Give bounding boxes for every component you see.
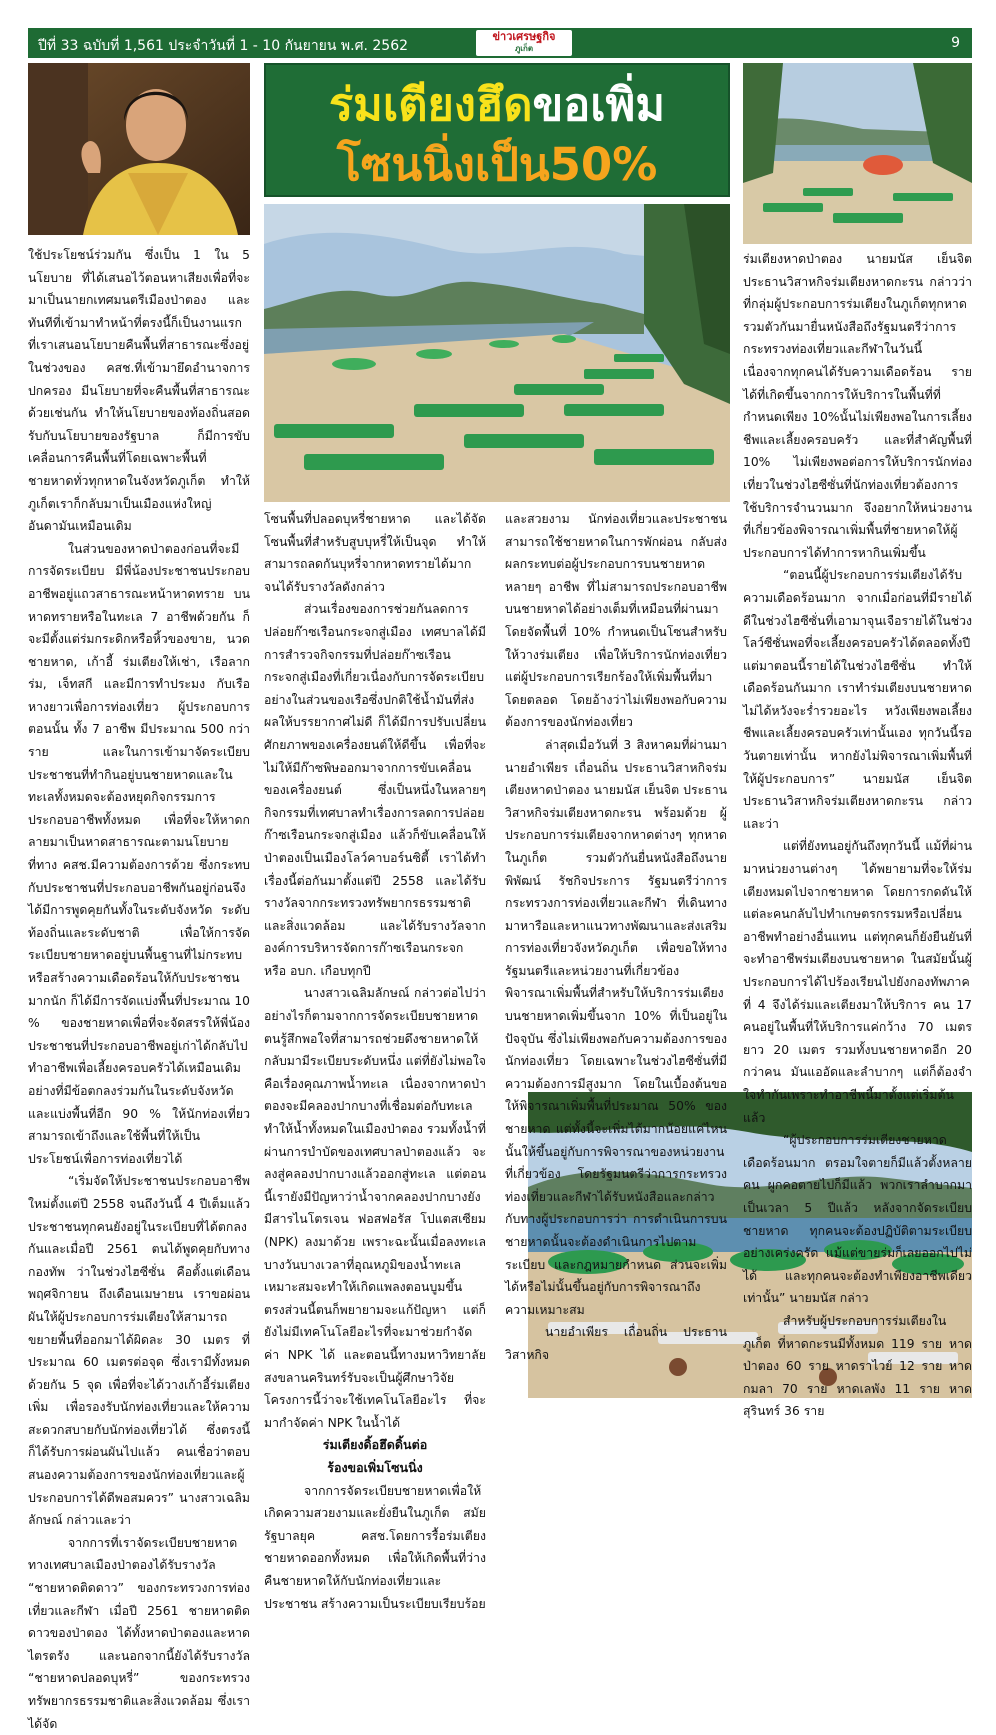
paragraph: “ตอนนี้ผู้ประกอบการร่มเตียงได้รับความเดือดร้อนมาก จากเมื่อก่อนที่มีรายได้ดีในช่วงไฮซีซั่นที่เอามาจุนเจือรายได้ในช่วงโลว์ซีซั่นพอที่จะเลี้ยงครอบครัวได้ตลอดทั้งปี แต่มาตอนนี้รายได้ในช่วงไฮซีซั่น ทำให้เดือดร้อนกันมาก เราทำร่มเตียงบนชายหาดไม่ได้หวังจะร่ำรวยอะไร หวังเพียงพอเลี้ยงชีพและเลี้ยงครอบครัวเท่านั้นเอง ทุกวันนี้รอวันตายเท่านั้น หากยังไม่พิจารณาเพิ่มพื้นที่ให้ผู้ประกอบการ” นายมนัส เย็นจิต ประธานวิสาหกิจร่มเตียงหาดกะรน กล่าวและว่า — [743, 568, 973, 831]
beach-loungers-photo — [264, 204, 730, 502]
karon-beach-photo — [743, 63, 972, 244]
paragraph: และสวยงาม นักท่องเที่ยวและประชาชนสามารถใช้ชายหาดในการพักผ่อน กลับส่งผลกระทบต่อผู้ประกอบการบนชายหาดหลายๆ อาชีพ ที่ไม่สามารถประกอบอาชีพบนชายหาดได้อย่างเต็มที่เหมือนที่ผ่านมาโดยจัดพื้นที่ 10% กำหนดเป็นโซนสำหรับให้วางร่มเตียง เพื่อให้บริการนักท่องเที่ยว แต่ผู้ประกอบการเรียกร้องให้เพิ่มพื้นที่มาโดยตลอด โดยอ้างว่าไม่เพียงพอกับความต้องการของนักท่องเที่ยว — [505, 512, 727, 730]
portrait-photo — [28, 63, 250, 235]
article-column-4 — [743, 248, 973, 1419]
paragraph: ล่าสุดเมื่อวันที่ 3 สิงหาคมที่ผ่านมา นายอำเพียร เถื่อนถิ่น ประธานวิสาหกิจร่มเตียงหาดป่าตอง นายมนัส เย็นจิต ประธานวิสาหกิจร่มเตียงหาดกะรน พร้อมด้วย ผู้ประกอบการร่มเตียงจากหาดต่างๆ ทุกหาดในภูเก็ต รวมตัวกันยื่นหนังสือถึงนายพิพัฒน์ รัชกิจประการ รัฐมนตรีว่าการกระทรวงการท่องเที่ยวและกีฬา ที่เดินทางมาหารือและหาแนวทางพัฒนาและส่งเสริมการท่องเที่ยวจังหวัดภูเก็ต เพื่อขอให้ทางรัฐมนตรีและหน่วยงานที่เกี่ยวข้อง พิจารณาเพิ่มพื้นที่สำหรับให้บริการร่มเตียงบนชายหาดเพิ่มขึ้นจาก 10% ที่เป็นอยู่ในปัจจุบัน ซึ่งไม่เพียงพอกับความต้องการของนักท่องเที่ยว โดยเฉพาะในช่วงไฮซีซั่นที่มีความต้องการมีสูงมาก โดยในเบื้องต้นขอให้พิจารณาเพิ่มพื้นที่ประมาณ 50% ของชายหาด แต่ทั้งนี้จะเพิ่มได้มากน้อยแค่ไหนนั้นให้ขึ้นอยู่กับการพิจารณาของหน่วยงานที่เกี่ยวข้อง โดยรัฐมนตรีว่าการกระทรวงท่องเที่ยวและกีฬาได้รับหนังสือและกล่าวกับทางผู้ประกอบการว่า การดำเนินการบนชายหาดนั้นจะต้องดำเนินการไปตามระเบียบ และกฎหมายกำหนด ส่วนจะเพิ่มได้หรือไม่นั้นขึ้นอยู่กับการพิจารณาถึงความเหมาะสม — [505, 737, 727, 1317]
paragraph: “เริ่มจัดให้ประชาชนประกอบอาชีพใหม่ตั้งแต่ปี 2558 จนถึงวันนี้ 4 ปีเต็มแล้ว ประชาชนทุกคนยังอยู่ในระเบียบที่ได้ตกลงกันและเมื่อปี 2561 ตนได้พูดคุยกับทางกองทัพ ว่าในช่วงไฮซีซั่น คือตั้งแต่เดือนพฤศจิกายน ถึงเดือนเมษายน เราขอผ่อนผันให้ผู้ประกอบการร่มเตียงให้สามารถขยายพื้นที่ออกมาได้ผิดละ 30 เมตร ที่ประมาณ 60 เมตรต่อจุด ซึ่งเรามีทั้งหมดด้วยกัน 5 จุด เพื่อที่จะได้วางเก้าอี้ร่มเตียงเพิ่ม เพื่อรองรับนักท่องเที่ยวและให้ความสะดวกสบายกับนักท่องเที่ยวได้ ซึ่งตรงนี้ก็ได้รับการผ่อนผันไปแล้ว คนเชื่อว่าตอบสนองความต้องการของนักท่องเที่ยวและผู้ประกอบการได้ดีพอสมควร” นางสาวเฉลิมลักษณ์ กล่าวและว่า — [28, 1174, 250, 1528]
paragraph: นางสาวเฉลิมลักษณ์ กล่าวต่อไปว่าอย่างไรก็ตามจากการจัดระเบียบชายหาด ตนรู้สึกพอใจที่สามารถช่วยดึงชายหาดให้กลับมามีระเบียบระดับหนึ่ง แต่ที่ยังไม่พอใจคือเรื่องคุณภาพน้ำทะเล เนื่องจากหาดป่าตองจะมีคลองปากบางที่เชื่อมต่อกับทะเลทำให้น้ำทั้งหมดในเมืองป่าตอง รวมทั้งน้ำที่ผ่านการบำบัดของเทศบาลป่าตองแล้ว จะลงสู่คลองปากบางแล้วออกสู่ทะเล แต่ตอนนี้เรายังมีปัญหาว่าน้ำจากคลองปากบางยังมีสารไนโตรเจน ฟอสฟอรัส โปแตสเซียม (NPK) ลงมาด้วย เพราะฉะนั้นเมื่อลงทะเล บางวันบางเวลาที่อุณหภูมิของน้ำทะเลเหมาะสมจะทำให้เกิดแพลงตอนบูมขึ้น ตรงส่วนนี้ตนก็พยายามจะแก้ปัญหา แต่ก็ยังไม่มีเทคโนโลยีอะไรที่จะมาช่วยกำจัดค่า NPK ได้ และตอนนี้ทางมหาวิทยาลัยสงขลานครินทร์รับจะเป็นผู้ศึกษาวิจัยโครงการนี้ว่าจะใช้เทคโนโลยีอะไร ที่จะมากำจัดค่า NPK ในน้ำได้ — [264, 986, 486, 1430]
subheading-line-1: ร่มเตียงดิ้อฮึดดิ้นต่อ — [322, 1437, 428, 1453]
headline-part-yellow: ร่มเตียงฮึด — [329, 78, 533, 131]
paragraph: ส่วนเรื่องของการช่วยกันลดการปล่อยก๊าซเรือนกระจกสู่เมือง เทศบาลได้มีการสำรวจกิจกรรมที่ปล่อยก๊าซเรือนกระจกสู่เมืองที่เกี่ยวเนื่องกับการจัดระเบียบ อย่างในส่วนของเรือซึ่งปกติใช้น้ำมันที่ส่งผลให้บรรยากาศไม่ดี ก็ได้มีการปรับเปลี่ยนศักยภาพของเครื่องยนต์ให้ดีขึ้น เพื่อที่จะไม่ให้มีก๊าซพิษออกมาจากการขับเคลื่อนของเครื่องยนต์ ซึ่งเป็นหนึ่งในหลายๆ กิจกรรมที่เทศบาลทำเรื่องการลดการปล่อยก๊าซเรือนกระจกสู่เมือง แล้วก็ขับเคลื่อนให้ป่าตองเป็นเมืองโลว์คาบอร์นซิตี้ เราได้ทำเรื่องนี้ต่อกันมาตั้งแต่ปี 2558 และได้รับรางวัลจากกระทรวงทรัพยากรธรรมชาติและสิ่งแวดล้อม และได้รับรางวัลจาก องค์การบริหารจัดการก๊าซเรือนกระจก หรือ อบก. เกือบทุกปี — [264, 602, 486, 978]
logo-subtitle: ภูเก็ต — [514, 44, 534, 53]
paragraph: จากการจัดระเบียบชายหาดเพื่อให้เกิดความสวยงามและยั่งยืนในภูเก็ต สมัยรัฐบาลยุค คสช.โดยการรื้อร่มเตียงชายหาดออกทั้งหมด เพื่อให้เกิดพื้นที่ว่าง คืนชายหาดให้กับนักท่องเที่ยวและประชาชน สร้างความเป็นระเบียบเรียบร้อย — [264, 1483, 486, 1611]
paragraph: ร่มเตียงหาดป่าตอง นายมนัส เย็นจิต ประธานวิสาหกิจร่มเตียงหาดกะรน กล่าวว่า ที่กลุ่มผู้ประกอบการร่มเตียงในภูเก็ตทุกหาดรวมตัวกันมายื่นหนังสือถึงรัฐมนตรีว่าการกระทรวงท่องเที่ยวและกีฬาในวันนี้ เนื่องจากทุกคนได้รับความเดือดร้อน รายได้ที่เกิดขึ้นจากการให้บริการในพื้นที่ที่กำหนดเพียง 10%นั้นไม่เพียงพอในการเลี้ยงชีพและเลี้ยงครอบครัว และที่สำคัญพื้นที่ 10% ไม่เพียงพอต่อการให้บริการนักท่องเที่ยวในช่วงไฮซีซั่นที่นักท่องเที่ยวต้องการใช้บริการจำนวนมาก จึงอยากให้หน่วยงานที่เกี่ยวข้องพิจารณาเพิ่มพื้นที่ชายหาดให้ผู้ประกอบการได้ทำการหากินเพิ่มขึ้น — [743, 252, 972, 560]
article-column-2 — [264, 508, 486, 1611]
subheading — [264, 1434, 486, 1479]
article-column-1 — [28, 244, 250, 1731]
page-header-bar — [28, 28, 972, 58]
logo-title: ข่าวเศรษฐกิจ — [492, 30, 556, 43]
subheading-line-2: ร้องขอเพิ่มโซนนิ่ง — [327, 1459, 423, 1475]
paragraph: จากการที่เราจัดระเบียบชายหาด ทางเทศบาลเมืองป่าตองได้รับรางวัล “ชายหาดติดดาว” ของกระทรวงการท่องเที่ยวและกีฬา เมื่อปี 2561 ชายหาดติดดาวของป่าตอง ได้ทั้งหาดป่าตองและหาดไตรตรัง และนอกจากนี้ยังได้รับรางวัล “ชายหาดปลอดบุหรี่” ของกระทรวงทรัพยากรธรรมชาติและสิ่งแวดล้อม ซึ่งเราได้จัด — [28, 1535, 250, 1731]
paragraph: สำหรับผู้ประกอบการร่มเตียงในภูเก็ต ที่หาดกะรนมีทั้งหมด 119 ราย หาดป่าตอง 60 ราย หาดราไวย์ 12 ราย หาดกมลา 70 ราย หาดเลพัง 11 ราย หาดสุรินทร์ 36 ราย — [743, 1313, 972, 1419]
paragraph: ใช้ประโยชน์ร่วมกัน ซึ่งเป็น 1 ใน 5 นโยบาย ที่ได้เสนอไว้ตอนหาเสียงเพื่อที่จะมาเป็นนายกเทศมนตรีเมืองป่าตอง และทันทีที่เข้ามาทำหน้าที่ตรงนี้ก็เป็นงานแรกที่เราเสนอนโยบายคืนพื้นที่สาธารณะซึ่งอยู่ในช่วงของ คสช.ที่เข้ามายึดอำนาจการปกครอง มีนโยบายที่จะคืนพื้นที่สาธารณะด้วยเช่นกัน ทำให้นโยบายของท้องถิ่นสอดรับกับนโยบายของรัฐบาล ก็มีการขับเคลื่อนการคืนพื้นที่โดยเฉพาะพื้นที่ชายหาดทั่วทุกหาดในจังหวัดภูเก็ต ทำให้ภูเก็ตเราก็กลับมาเป็นเมืองแห่งใหญ่อันดามันเหมือนเดิม — [28, 248, 250, 534]
paragraph: “ผู้ประกอบการร่มเตียงชายหาดเดือดร้อนมาก ตรอมใจตายก็มีแล้วตั้งหลายคน ผูกคอตายไปก็มีแล้ว พวกเราลำบากมาเป็นเวลา 5 ปีแล้ว หลังจากจัดระเบียบชายหาด ทุกคนจะต้องปฏิบัติตามระเบียบอย่างเคร่งครัด แม้แต่ขายร่มก็เลยออกไปไม่ได้ และทุกคนจะต้องทำเพียงอาชีพเดียวเท่านั้น” นายมนัส กล่าว — [743, 1133, 972, 1306]
issue-info: ปีที่ 33 ฉบับที่ 1,561 ประจำวันที่ 1 - 10 กันยายน พ.ศ. 2562 — [38, 38, 409, 54]
page-number: 9 — [951, 35, 960, 51]
paragraph: โซนพื้นที่ปลอดบุหรี่ชายหาด และได้จัดโซนพื้นที่สำหรับสูบบุหรี่ให้เป็นจุด ทำให้สามารถลดกันบุหรี่จากหาดทรายได้มาก จนได้รับรางวัลดังกล่าว — [264, 512, 486, 594]
headline-box — [264, 63, 730, 197]
paragraph: นายอำเพียร เถื่อนถิ่น ประธานวิสาหกิจ — [505, 1325, 727, 1362]
paragraph: แต่ที่ยังทนอยู่กันถึงทุกวันนี้ แม้ที่ผ่านมาหน่วยงานต่างๆ ได้พยายามที่จะให้ร่มเตียงหมดไปจากชายหาด โดยการกดดันให้แต่ละคนกลับไปทำเกษตรกรรมหรือเปลี่ยนอาชีพทำอย่างอื่นแทน แต่ทุกคนก็ยังยืนยันที่จะทำอาชีพร่มเตียงบนชายหาด ในสมัยนั้นผู้ประกอบการได้ไปร้องเรียนไปยังกองทัพภาคที่ 4 จึงได้ร่มและเตียงมาให้บริการ คน 17 คนอยู่ในพื้นที่ให้บริการแค่กว้าง 70 เมตรยาว 20 เมตร รวมทั้งบนชายหาดอีก 20 กว่าคน มันแออัดและลำบากๆ แต่ก็ต้องจำใจทำกันเพราะทำอาชีพนี้มาตั้งแต่เริ่มต้นแล้ว — [743, 839, 972, 1125]
headline-part-white: ขอเพิ่ม — [532, 78, 665, 131]
newspaper-logo — [476, 30, 572, 56]
paragraph: ในส่วนของหาดป่าตองก่อนที่จะมีการจัดระเบียบ มีพี่น้องประชาชนประกอบอาชีพอยู่แถวสาธารณะหน้าหาดทราย บนหาดทรายหรือในทะเล 7 อาชีพด้วยกัน ก็จะมีตั้งแต่ร่มกระดิกหรือหิ้วของขาย, นวดชายหาด, เก้าอี้ ร่มเตียงให้เช่า, เรือลากร่ม, เจ็ทสกี และมีการทำประมง กับเรือหางยาวเพื่อการท่องเที่ยว ผู้ประกอบการตอนนั้น ทั้ง 7 อาชีพ มีประมาณ 500 กว่าราย และในการเข้ามาจัดระเบียบ ประชาชนที่ทำกินอยู่บนชายหาดและในทะเลทั้งหมดจะต้องหยุดกิจกรรมการประกอบอาชีพทั้งหมด เพื่อที่จะให้หาดกลายมาเป็นหาดสาธารณะตามนโยบาย ที่ทาง คสช.มีความต้องการด้วย ซึ่งกระทบกับประชาชนที่ประกอบอาชีพกันอยู่ก่อนจึงได้มีการพูดคุยกันทั้งในระดับจังหวัด ระดับท้องถิ่นและระดับชาติ เพื่อให้การจัดระเบียบชายหาดอยู่บนพื้นฐานที่ไม่กระทบหรือสร้างความเดือดร้อนให้กับประชาชนมากนัก ก็ได้มีการจัดแบ่งพื้นที่ประมาณ 10 % ของชายหาดเพื่อที่จะจัดสรรให้พี่น้องประชาชนที่ประกอบอาชีพอยู่เก่าได้กลับไปทำอาชีพเพื่อเลี้ยงครอบครัวได้เหมือนเดิม อย่างที่มีข้อตกลงร่วมกันในระดับจังหวัด และแบ่งพื้นที่อีก 90 % ให้นักท่องเที่ยวสามารถเข้าถึงและใช้พื้นที่ให้เป็นประโยชน์เพื่อการท่องเที่ยวได้ — [28, 541, 250, 1166]
headline-line-1 — [266, 79, 728, 131]
article-column-3 — [505, 508, 727, 1362]
headline-line-2: โซนนิ่งเป็น50% — [336, 138, 658, 191]
